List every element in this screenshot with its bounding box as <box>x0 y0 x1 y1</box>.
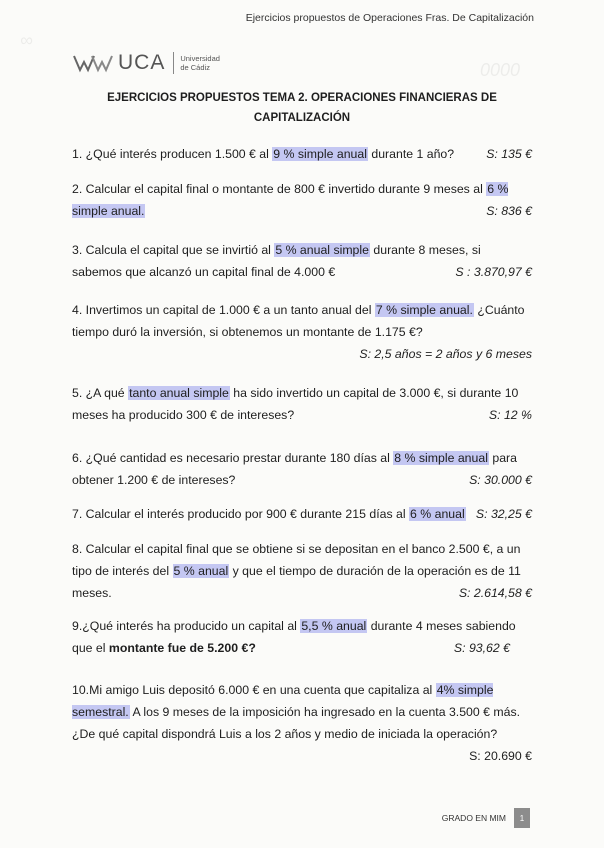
exercise-9 <box>72 615 532 659</box>
document-title <box>60 88 544 128</box>
solution: S: 30.000 € <box>469 473 532 487</box>
logo-acronym: UCA <box>118 51 166 74</box>
solution: S: 2,5 años = 2 años y 6 meses <box>359 347 532 361</box>
exercise-text: 3. Calcula el capital que se invirtió al 5 % anual simple durante 8 meses, si sabemos que alcanzó un capital final de 4.000 € <box>72 243 481 279</box>
highlight: 5,5 % anual <box>301 619 367 633</box>
running-header: Ejercicios propuestos de Operaciones Fras. De Capitalización <box>245 12 534 24</box>
solution: S: 135 € <box>486 147 532 161</box>
solution: S: 836 € <box>486 204 532 218</box>
page-footer <box>442 808 530 828</box>
exercise-text: 10.Mi amigo Luis depositó 6.000 € en una cuenta que capitaliza al 4% simple semestral. A los 9 meses de la imposición ha ingresado en la cuenta 3.500 € más. ¿De qué capital dispondrá Luis a los 2 años y medio de iniciada la operación? <box>72 683 521 741</box>
footer-label: GRADO EN MIM <box>441 813 506 823</box>
exercise-text: 8. Calcular el capital final que se obtiene si se depositan en el banco 2.500 €, a un tipo de interés del 5 % anual y que el tiempo de duración de la operación es de 11 meses. <box>72 542 521 600</box>
highlight: 8 % simple anual <box>394 451 488 465</box>
exercise-4 <box>72 299 532 365</box>
page-number: 1 <box>514 808 530 828</box>
exercise-5 <box>72 382 532 426</box>
exercise-2 <box>72 178 532 222</box>
bold-text: montante fue de 5.200 €? <box>108 641 256 655</box>
exercise-text: 5. ¿A qué tanto anual simple ha sido invertido un capital de 3.000 €, si durante 10 meses ha producido 300 € de intereses? <box>72 386 519 422</box>
bleed-through-mark: 0000 <box>480 60 521 80</box>
exercise-text: 6. ¿Qué cantidad es necesario prestar durante 180 días al 8 % simple anual para obtener 1.200 € de intereses? <box>72 451 517 487</box>
solution: S : 3.870,97 € <box>455 265 532 279</box>
highlight: 5 % anual simple <box>275 243 369 257</box>
logo-line1: Universidad <box>180 54 220 63</box>
exercise-8 <box>72 538 532 604</box>
exercise-text: 7. Calcular el interés producido por 900 € durante 215 días al 6 % anual <box>72 507 465 521</box>
exercise-text: 1. ¿Qué interés producen 1.500 € al 9 % simple anual durante 1 año? <box>72 147 455 161</box>
highlight: 4% simple semestral. <box>72 683 494 719</box>
title-line1: EJERCICIOS PROPUESTOS TEMA 2. OPERACIONES FINANCIERAS DE <box>107 92 497 104</box>
logo-divider <box>173 52 174 74</box>
highlight: tanto anual simple <box>129 386 229 400</box>
solution: S: 20.690 € <box>469 749 532 763</box>
title-line2: CAPITALIZACIÓN <box>253 112 351 124</box>
logo-line2: de Cádiz <box>180 63 210 72</box>
highlight: 7 % simple anual. <box>375 303 473 317</box>
solution: S: 93,62 € <box>453 641 510 655</box>
bleed-through-mark: ∞ <box>20 30 33 50</box>
highlight: 6 % simple anual. <box>72 182 509 218</box>
exercise-3 <box>72 239 532 283</box>
exercise-text: 2. Calcular el capital final o montante de 800 € invertido durante 9 meses al 6 % simple anual. <box>72 182 509 218</box>
solution: S: 32,25 € <box>475 507 532 521</box>
exercise-7 <box>72 503 532 525</box>
highlight: 6 % anual <box>410 507 465 521</box>
uca-logo <box>72 50 220 76</box>
highlight: 9 % simple anual <box>273 147 367 161</box>
solution: S: 12 % <box>488 408 532 422</box>
highlight: 5 % anual <box>173 564 229 578</box>
exercise-6 <box>72 447 532 491</box>
uca-emblem-icon <box>72 52 116 74</box>
exercise-text: 4. Invertimos un capital de 1.000 € a un tanto anual del 7 % simple anual. ¿Cuánto tiempo duró la inversión, si obtenemos un montante de 1.175 €? <box>72 303 525 339</box>
exercise-10 <box>72 679 532 767</box>
exercise-text: 9.¿Qué interés ha producido un capital al 5,5 % anual durante 4 meses sabiendo que el montante fue de 5.200 €? <box>72 619 516 655</box>
solution: S: 2.614,58 € <box>458 586 532 600</box>
logo-university-name <box>180 54 220 72</box>
exercise-1 <box>72 143 532 165</box>
